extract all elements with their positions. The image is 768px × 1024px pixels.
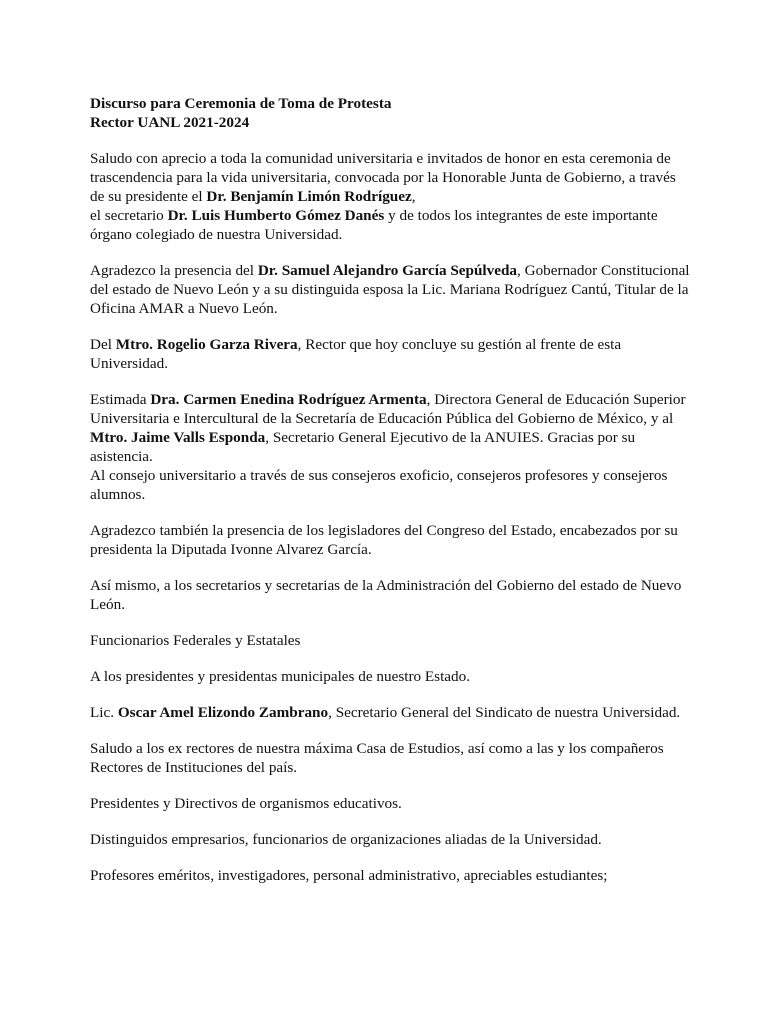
paragraph-text: , Secretario General Ejecutivo de la ANUIES. Gracias por su asistencia.	[90, 429, 636, 465]
document-title	[90, 94, 690, 132]
paragraph-governor	[90, 261, 690, 318]
paragraph-text: y de todos los integrantes de este importante órgano colegiado de nuestra Universidad.	[90, 207, 658, 243]
paragraph-business: Distinguidos empresarios, funcionarios de organizaciones aliadas de la Universidad.	[90, 831, 602, 848]
paragraph-text: , Gobernador Constitucional del estado de Nuevo León y a su distinguida esposa la Lic. Mariana Rodríguez Cantú, Titular de la Oficina AMAR a Nuevo León.	[90, 262, 690, 317]
paragraph-municipal-presidents: A los presidentes y presidentas municipales de nuestro Estado.	[90, 668, 471, 685]
title-line-1: Discurso para Ceremonia de Toma de Protesta	[90, 95, 392, 112]
paragraph-university-community: Profesores eméritos, investigadores, personal administrativo, apreciables estudiantes;	[90, 867, 608, 884]
paragraph-text: , Directora General de Educación Superior Universitaria e Intercultural de la Secretaría de Educación Pública del Gobierno de México, y al	[90, 391, 686, 427]
paragraph-text: Agradezco la presencia del	[90, 262, 258, 279]
paragraph-text: ,	[411, 188, 416, 205]
name-luis-humberto-gomez: Dr. Luis Humberto Gómez Danés	[167, 207, 385, 224]
name-samuel-garcia: Dr. Samuel Alejandro García Sepúlveda	[257, 262, 518, 279]
paragraph-state-secretaries: Así mismo, a los secretarios y secretarias de la Administración del Gobierno del estado de Nuevo León.	[90, 577, 682, 613]
paragraph-education-bodies: Presidentes y Directivos de organismos educativos.	[90, 795, 402, 812]
paragraph-officials: Funcionarios Federales y Estatales	[90, 632, 301, 649]
paragraph-text: Saludo con aprecio a toda la comunidad universitaria e invitados de honor en esta ceremonia de trascendencia para la vida universitaria, convocada por la Honorable Junta de Gobierno, a través de su presidente el	[90, 150, 676, 205]
paragraph-text: , Secretario General del Sindicato de nuestra Universidad.	[328, 704, 681, 721]
name-benjamin-limon: Dr. Benjamín Limón Rodríguez	[206, 188, 412, 205]
paragraph-text: el secretario	[90, 207, 168, 224]
paragraph-union	[90, 703, 690, 722]
paragraph-outgoing-rector	[90, 335, 690, 373]
paragraph-text: , Rector que hoy concluye su gestión al frente de esta Universidad.	[90, 336, 622, 372]
paragraph-greeting	[90, 149, 690, 244]
paragraph-former-rectors: Saludo a los ex rectores de nuestra máxima Casa de Estudios, así como a las y los compañeros Rectores de Instituciones del país.	[90, 740, 664, 776]
name-jaime-valls: Mtro. Jaime Valls Esponda	[90, 429, 266, 446]
paragraph-text: Estimada	[90, 391, 151, 408]
paragraph-text: Lic.	[90, 704, 118, 721]
paragraph-text: Del	[90, 336, 116, 353]
name-carmen-rodriguez: Dra. Carmen Enedina Rodríguez Armenta	[150, 391, 427, 408]
name-oscar-elizondo: Oscar Amel Elizondo Zambrano	[117, 704, 329, 721]
paragraph-sep-anuies	[90, 390, 690, 466]
document-page	[90, 94, 690, 902]
name-rogelio-garza: Mtro. Rogelio Garza Rivera	[115, 336, 298, 353]
paragraph-legislators: Agradezco también la presencia de los legisladores del Congreso del Estado, encabezados por su presidenta la Diputada Ivonne Alvarez García.	[90, 522, 678, 558]
title-line-2: Rector UANL 2021-2024	[90, 114, 250, 131]
paragraph-university-council: Al consejo universitario a través de sus consejeros exoficio, consejeros profesores y consejeros alumnos.	[90, 467, 668, 503]
